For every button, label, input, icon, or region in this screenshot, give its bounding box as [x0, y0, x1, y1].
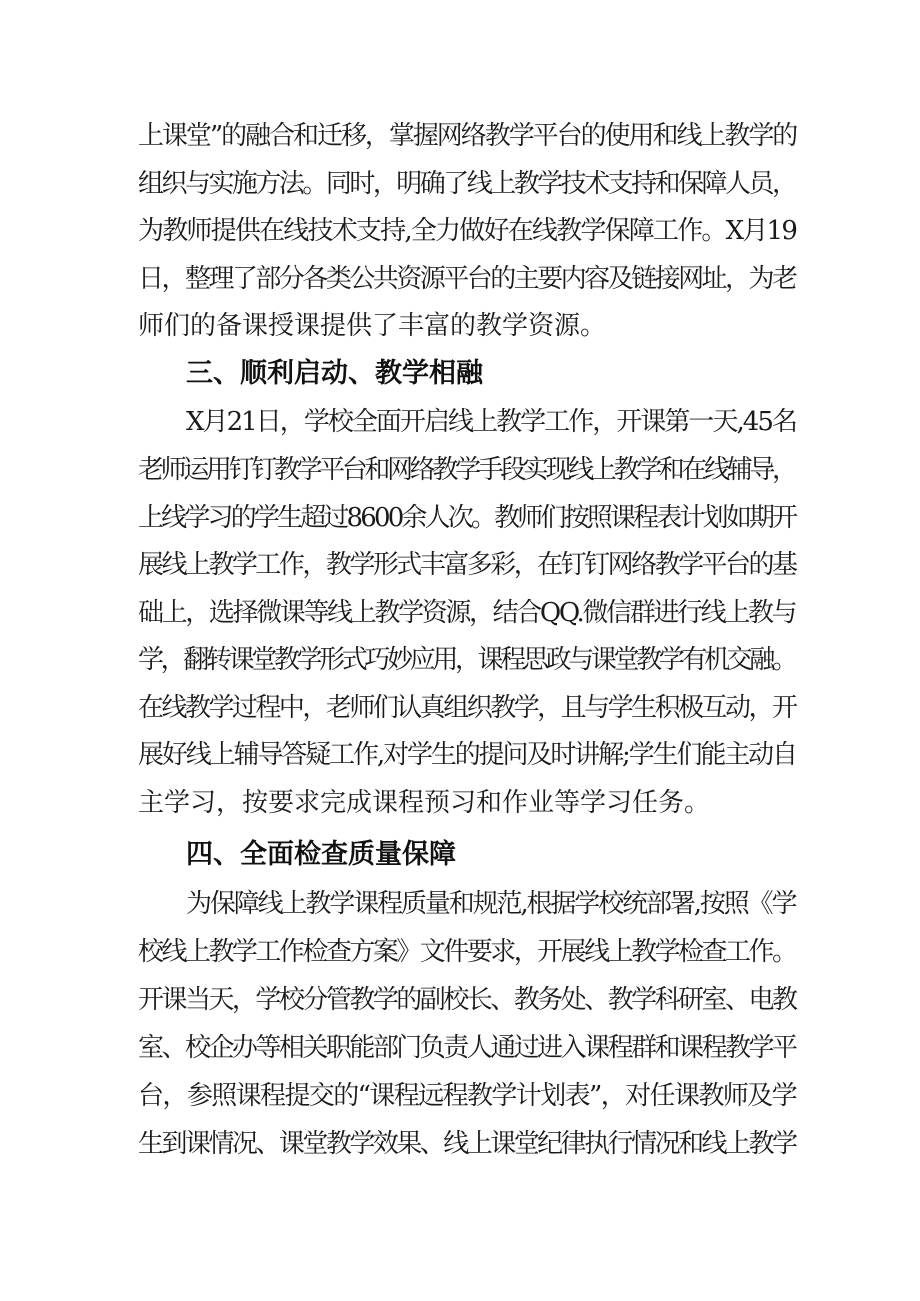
paragraph-line: 老师运用钉钉教学平台和网络教学手段实现线上教学和在线辅导，: [138, 455, 795, 485]
paragraph-line: 日，整理了部分各类公共资源平台的主要内容及链接网址，为老: [138, 264, 796, 294]
paragraph-line: 在线教学过程中，老师们认真组织教学，且与学生积极互动，开: [138, 693, 796, 723]
paragraph-line: 室、校企办等相关职能部门负责人通过进入课程群和课程教学平: [138, 1033, 796, 1063]
paragraph-line: 师们的备课授课提供了丰富的教学资源。: [138, 311, 607, 341]
section-heading-4: 四、全面检查质量保障: [186, 839, 456, 870]
paragraph-line: 上线学习的学生超过8600余人次。教师们按照课程表计划如期开: [138, 503, 796, 533]
paragraph-line: 生到课情况、课堂教学效果、线上课堂纪律执行情况和线上教学: [138, 1129, 796, 1159]
paragraph-line: 为保障线上教学课程质量和规范,根据学校统部署,按照《学: [186, 889, 796, 919]
paragraph-line: 校线上教学工作检查方案》文件要求，开展线上教学检查工作。: [138, 937, 796, 967]
paragraph-line: 上课堂”的融合和迁移，掌握网络教学平台的使用和线上教学的: [138, 121, 797, 151]
paragraph-line: X月21日，学校全面开启线上教学工作，开课第一天,45名: [186, 407, 796, 437]
paragraph-line: 主学习，按要求完成课程预习和作业等学习任务。: [138, 788, 711, 818]
paragraph-line: 础上，选择微课等线上教学资源，结合QQ.微信群进行线上教与: [138, 598, 796, 628]
section-heading-3: 三、顺利启动、教学相融: [186, 358, 483, 389]
paragraph-line: 台，参照课程提交的“课程远程教学计划表”，对任课教师及学: [138, 1081, 796, 1111]
paragraph-line: 展线上教学工作，教学形式丰富多彩，在钉钉网络教学平台的基: [138, 550, 796, 580]
paragraph-line: 组织与实施方法。同时，明确了线上教学技术支持和保障人员，: [138, 169, 796, 199]
paragraph-line: 展好线上辅导答疑工作,对学生的提问及时讲解;学生们能主动自: [138, 740, 796, 770]
paragraph-line: 为教师提供在线技术支持,全力做好在线教学保障工作。X月19: [138, 216, 797, 246]
paragraph-line: 开课当天，学校分管教学的副校长、教务处、教学科研室、电教: [138, 985, 796, 1015]
paragraph-line: 学，翻转课堂教学形式巧妙应用，课程思政与课堂教学有机交融。: [138, 645, 795, 675]
